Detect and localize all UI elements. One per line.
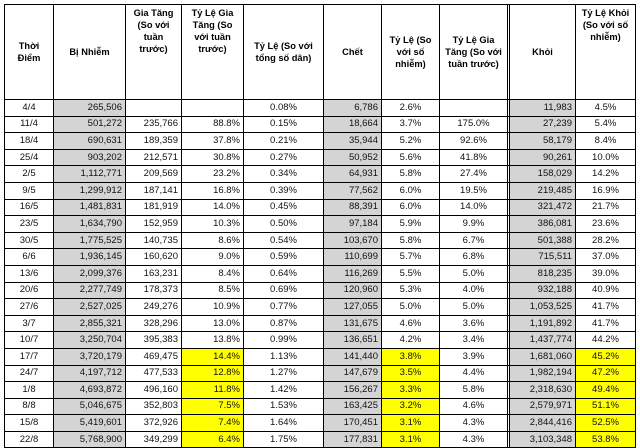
cell-increase[interactable]: 152,959 [126,216,182,233]
cell-increase-rate[interactable]: 14.4% [182,348,244,365]
cell-date[interactable]: 24/7 [5,365,54,382]
cell-date[interactable]: 30/5 [5,232,54,249]
cell-infected[interactable]: 2,527,025 [54,299,126,316]
table-row [5,149,636,166]
cell-date[interactable]: 17/7 [5,348,54,365]
cell-infected[interactable]: 4,693,872 [54,382,126,399]
table-row [5,249,636,266]
cell-date[interactable]: 10/7 [5,332,54,349]
cell-population-rate[interactable]: 0.99% [244,332,324,349]
cell-recovery-rate[interactable]: 10.0% [576,149,636,166]
cell-deaths[interactable]: 88,391 [324,199,382,216]
cell-increase[interactable]: 469,475 [126,348,182,365]
cell-death-increase-rate[interactable]: 14.0% [440,199,508,216]
cell-population-rate[interactable]: 1.13% [244,348,324,365]
cell-infected[interactable]: 4,197,712 [54,365,126,382]
cell-increase[interactable]: 163,231 [126,265,182,282]
cell-death-rate[interactable]: 6.0% [382,199,440,216]
cell-date[interactable]: 15/8 [5,415,54,432]
cell-recovered[interactable]: 818,235 [510,265,576,282]
cell-deaths[interactable]: 50,952 [324,149,382,166]
header-death-rate[interactable]: Tỷ Lệ (So với số nhiễm) [382,5,440,100]
cell-recovery-rate[interactable]: 14.2% [576,166,636,183]
cell-date[interactable]: 16/5 [5,199,54,216]
cell-population-rate[interactable]: 1.27% [244,365,324,382]
cell-population-rate[interactable]: 0.54% [244,232,324,249]
cell-population-rate[interactable]: 0.64% [244,265,324,282]
cell-death-rate[interactable]: 5.6% [382,149,440,166]
cell-date[interactable]: 11/4 [5,116,54,133]
cell-recovered[interactable]: 3,103,348 [510,431,576,448]
cell-deaths[interactable]: 97,184 [324,216,382,233]
cell-increase[interactable]: 352,803 [126,398,182,415]
cell-increase-rate[interactable]: 6.4% [182,431,244,448]
cell-recovered[interactable]: 1,053,525 [510,299,576,316]
cell-recovered[interactable]: 321,472 [510,199,576,216]
cell-population-rate[interactable]: 0.27% [244,149,324,166]
table-row [5,199,636,216]
cell-death-increase-rate[interactable]: 5.8% [440,382,508,399]
header-recovered[interactable]: Khỏi [510,5,576,100]
cell-deaths[interactable]: 170,451 [324,415,382,432]
header-infected[interactable]: Bị Nhiễm [54,5,126,100]
cell-death-rate[interactable]: 3.5% [382,365,440,382]
cell-death-increase-rate[interactable]: 41.8% [440,149,508,166]
cell-death-increase-rate[interactable]: 4.3% [440,431,508,448]
header-recovery-rate[interactable]: Tỷ Lệ Khỏi (So với số nhiễm) [576,5,636,100]
cell-recovery-rate[interactable]: 23.6% [576,216,636,233]
cell-infected[interactable]: 501,272 [54,116,126,133]
cell-recovered[interactable]: 158,029 [510,166,576,183]
table-row [5,282,636,299]
cell-population-rate[interactable]: 1.64% [244,415,324,432]
cell-increase[interactable]: 160,620 [126,249,182,266]
cell-recovery-rate[interactable]: 45.2% [576,348,636,365]
cell-recovered[interactable]: 1,191,892 [510,315,576,332]
cell-date[interactable]: 6/6 [5,249,54,266]
cell-recovery-rate[interactable]: 5.4% [576,116,636,133]
cell-increase[interactable]: 187,141 [126,182,182,199]
cell-date[interactable]: 27/6 [5,299,54,316]
table-row [5,216,636,233]
cell-death-rate[interactable]: 5.8% [382,232,440,249]
cell-increase-rate[interactable]: 14.0% [182,199,244,216]
cell-infected[interactable]: 3,720,179 [54,348,126,365]
cell-increase[interactable]: 181,919 [126,199,182,216]
cell-infected[interactable]: 690,631 [54,133,126,150]
cell-infected[interactable]: 2,855,321 [54,315,126,332]
cell-deaths[interactable]: 77,562 [324,182,382,199]
cell-increase[interactable]: 212,571 [126,149,182,166]
cell-recovered[interactable]: 501,388 [510,232,576,249]
cell-death-rate[interactable]: 3.8% [382,348,440,365]
cell-death-rate[interactable]: 3.1% [382,431,440,448]
table-row [5,265,636,282]
cell-population-rate[interactable]: 0.08% [244,100,324,117]
cell-increase[interactable]: 477,533 [126,365,182,382]
cell-deaths[interactable]: 120,960 [324,282,382,299]
table-row [5,133,636,150]
cell-deaths[interactable]: 18,664 [324,116,382,133]
cell-increase[interactable]: 372,926 [126,415,182,432]
cell-deaths[interactable]: 131,675 [324,315,382,332]
cell-death-rate[interactable]: 3.7% [382,116,440,133]
cell-death-increase-rate[interactable]: 6.8% [440,249,508,266]
cell-population-rate[interactable]: 0.45% [244,199,324,216]
cell-recovery-rate[interactable]: 21.7% [576,199,636,216]
cell-death-increase-rate[interactable]: 3.6% [440,315,508,332]
cell-infected[interactable]: 2,277,749 [54,282,126,299]
cell-death-increase-rate[interactable]: 92.6% [440,133,508,150]
cell-increase-rate[interactable]: 7.5% [182,398,244,415]
cell-increase-rate[interactable]: 88.8% [182,116,244,133]
covid-stats-table [4,4,636,448]
cell-death-increase-rate[interactable]: 3.4% [440,332,508,349]
cell-recovery-rate[interactable]: 40.9% [576,282,636,299]
cell-increase-rate[interactable]: 30.8% [182,149,244,166]
cell-death-increase-rate[interactable]: 4.4% [440,365,508,382]
cell-recovered[interactable]: 1,681,060 [510,348,576,365]
cell-date[interactable]: 8/8 [5,398,54,415]
cell-death-increase-rate[interactable]: 9.9% [440,216,508,233]
cell-recovery-rate[interactable]: 53.8% [576,431,636,448]
cell-deaths[interactable]: 147,679 [324,365,382,382]
covid-stats-sheet [4,4,635,444]
table-row [5,182,636,199]
cell-infected[interactable]: 1,775,525 [54,232,126,249]
cell-date[interactable]: 1/8 [5,382,54,399]
cell-deaths[interactable]: 103,670 [324,232,382,249]
cell-date[interactable]: 4/4 [5,100,54,117]
cell-infected[interactable]: 265,506 [54,100,126,117]
cell-increase[interactable]: 395,383 [126,332,182,349]
header-deaths[interactable]: Chết [324,5,382,100]
table-row [5,299,636,316]
table-row [5,315,636,332]
cell-increase[interactable]: 209,569 [126,166,182,183]
cell-increase[interactable]: 178,373 [126,282,182,299]
cell-increase[interactable]: 249,276 [126,299,182,316]
cell-population-rate[interactable]: 1.75% [244,431,324,448]
cell-increase[interactable]: 328,296 [126,315,182,332]
cell-deaths[interactable]: 177,831 [324,431,382,448]
cell-recovered[interactable]: 2,844,416 [510,415,576,432]
cell-death-rate[interactable]: 2.6% [382,100,440,117]
table-row [5,332,636,349]
cell-date[interactable]: 22/8 [5,431,54,448]
cell-deaths[interactable]: 116,269 [324,265,382,282]
cell-deaths[interactable]: 141,440 [324,348,382,365]
cell-date[interactable]: 25/4 [5,149,54,166]
table-row [5,382,636,399]
cell-death-increase-rate[interactable]: 4.6% [440,398,508,415]
cell-recovery-rate[interactable]: 47.2% [576,365,636,382]
cell-increase[interactable]: 349,299 [126,431,182,448]
cell-increase-rate[interactable]: 13.0% [182,315,244,332]
cell-population-rate[interactable]: 0.59% [244,249,324,266]
cell-recovery-rate[interactable]: 49.4% [576,382,636,399]
cell-population-rate[interactable]: 0.39% [244,182,324,199]
cell-population-rate[interactable]: 1.53% [244,398,324,415]
cell-recovered[interactable]: 90,261 [510,149,576,166]
cell-increase-rate[interactable]: 11.8% [182,382,244,399]
cell-population-rate[interactable]: 0.69% [244,282,324,299]
cell-recovered[interactable]: 11,983 [510,100,576,117]
cell-death-increase-rate[interactable]: 19.5% [440,182,508,199]
table-row [5,232,636,249]
cell-increase[interactable] [126,100,182,117]
cell-recovery-rate[interactable]: 28.2% [576,232,636,249]
cell-death-increase-rate[interactable]: 27.4% [440,166,508,183]
cell-recovered[interactable]: 1,437,774 [510,332,576,349]
cell-death-increase-rate[interactable]: 4.3% [440,415,508,432]
cell-infected[interactable]: 1,634,790 [54,216,126,233]
cell-recovery-rate[interactable]: 51.1% [576,398,636,415]
cell-recovered[interactable]: 27,239 [510,116,576,133]
table-row [5,166,636,183]
cell-deaths[interactable]: 136,651 [324,332,382,349]
cell-death-rate[interactable]: 3.2% [382,398,440,415]
cell-recovery-rate[interactable]: 8.4% [576,133,636,150]
cell-population-rate[interactable]: 0.87% [244,315,324,332]
cell-recovery-rate[interactable]: 16.9% [576,182,636,199]
cell-death-increase-rate[interactable]: 175.0% [440,116,508,133]
cell-infected[interactable]: 3,250,704 [54,332,126,349]
cell-deaths[interactable]: 110,699 [324,249,382,266]
cell-death-rate[interactable]: 5.5% [382,265,440,282]
cell-death-increase-rate[interactable]: 5.0% [440,265,508,282]
cell-recovered[interactable]: 932,188 [510,282,576,299]
cell-recovered[interactable]: 715,511 [510,249,576,266]
cell-increase-rate[interactable]: 12.8% [182,365,244,382]
header-death-increase-rate[interactable]: Tỷ Lệ Gia Tăng (So với tuần trước) [440,5,508,100]
cell-infected[interactable]: 1,936,145 [54,249,126,266]
cell-population-rate[interactable]: 0.34% [244,166,324,183]
cell-infected[interactable]: 903,202 [54,149,126,166]
cell-population-rate[interactable]: 1.42% [244,382,324,399]
cell-increase-rate[interactable]: 13.8% [182,332,244,349]
header-increase[interactable]: Gia Tăng (So với tuần trước) [126,5,182,100]
table-row [5,365,636,382]
cell-recovered[interactable]: 58,179 [510,133,576,150]
cell-increase-rate[interactable]: 8.5% [182,282,244,299]
cell-death-rate[interactable]: 5.8% [382,166,440,183]
cell-increase-rate[interactable]: 37.8% [182,133,244,150]
cell-recovery-rate[interactable]: 39.0% [576,265,636,282]
cell-infected[interactable]: 5,046,675 [54,398,126,415]
cell-increase-rate[interactable]: 10.3% [182,216,244,233]
cell-death-rate[interactable]: 5.0% [382,299,440,316]
cell-recovery-rate[interactable]: 4.5% [576,100,636,117]
cell-deaths[interactable]: 64,931 [324,166,382,183]
header-population-rate[interactable]: Tỷ Lệ (So với tổng số dân) [244,5,324,100]
cell-death-rate[interactable]: 4.6% [382,315,440,332]
cell-increase-rate[interactable] [182,100,244,117]
cell-death-rate[interactable]: 5.3% [382,282,440,299]
cell-recovered[interactable]: 1,982,194 [510,365,576,382]
cell-recovery-rate[interactable]: 41.7% [576,299,636,316]
cell-increase-rate[interactable]: 8.4% [182,265,244,282]
cell-date[interactable]: 3/7 [5,315,54,332]
cell-deaths[interactable]: 35,944 [324,133,382,150]
cell-death-increase-rate[interactable] [440,100,508,117]
cell-population-rate[interactable]: 0.21% [244,133,324,150]
cell-death-increase-rate[interactable]: 6.7% [440,232,508,249]
cell-deaths[interactable]: 163,425 [324,398,382,415]
cell-recovered[interactable]: 2,579,971 [510,398,576,415]
cell-death-rate[interactable]: 4.2% [382,332,440,349]
cell-death-rate[interactable]: 5.2% [382,133,440,150]
table-row [5,415,636,432]
header-increase-rate[interactable]: Tỷ Lệ Gia Tăng (So với tuần trước) [182,5,244,100]
table-row [5,348,636,365]
cell-date[interactable]: 20/6 [5,282,54,299]
cell-infected[interactable]: 5,419,601 [54,415,126,432]
cell-infected[interactable]: 5,768,900 [54,431,126,448]
cell-recovery-rate[interactable]: 41.7% [576,315,636,332]
cell-increase[interactable]: 189,359 [126,133,182,150]
table-row [5,100,636,117]
cell-recovery-rate[interactable]: 37.0% [576,249,636,266]
header-row [5,5,636,100]
header-date[interactable]: Thời Điểm [5,5,54,100]
cell-date[interactable]: 9/5 [5,182,54,199]
cell-population-rate[interactable]: 0.15% [244,116,324,133]
cell-recovery-rate[interactable]: 44.2% [576,332,636,349]
cell-population-rate[interactable]: 0.77% [244,299,324,316]
cell-recovered[interactable]: 219,485 [510,182,576,199]
cell-increase-rate[interactable]: 16.8% [182,182,244,199]
cell-deaths[interactable]: 156,267 [324,382,382,399]
table-row [5,431,636,448]
table-body [5,100,636,448]
table-row [5,116,636,133]
cell-date[interactable]: 13/6 [5,265,54,282]
cell-infected[interactable]: 2,099,376 [54,265,126,282]
cell-increase[interactable]: 496,160 [126,382,182,399]
cell-increase[interactable]: 235,766 [126,116,182,133]
table-row [5,398,636,415]
cell-infected[interactable]: 1,299,912 [54,182,126,199]
cell-recovered[interactable]: 2,318,630 [510,382,576,399]
cell-date[interactable]: 23/5 [5,216,54,233]
cell-death-rate[interactable]: 6.0% [382,182,440,199]
cell-deaths[interactable]: 127,055 [324,299,382,316]
cell-increase-rate[interactable]: 8.6% [182,232,244,249]
cell-date[interactable]: 18/4 [5,133,54,150]
cell-increase-rate[interactable]: 9.0% [182,249,244,266]
cell-date[interactable]: 2/5 [5,166,54,183]
cell-recovery-rate[interactable]: 52.5% [576,415,636,432]
cell-population-rate[interactable]: 0.50% [244,216,324,233]
cell-increase-rate[interactable]: 10.9% [182,299,244,316]
cell-increase-rate[interactable]: 7.4% [182,415,244,432]
cell-recovered[interactable]: 386,081 [510,216,576,233]
cell-death-increase-rate[interactable]: 5.0% [440,299,508,316]
cell-death-rate[interactable]: 3.3% [382,382,440,399]
cell-death-increase-rate[interactable]: 4.0% [440,282,508,299]
cell-increase-rate[interactable]: 23.2% [182,166,244,183]
cell-death-rate[interactable]: 5.7% [382,249,440,266]
cell-increase[interactable]: 140,735 [126,232,182,249]
cell-death-rate[interactable]: 3.1% [382,415,440,432]
cell-death-increase-rate[interactable]: 3.9% [440,348,508,365]
cell-deaths[interactable]: 6,786 [324,100,382,117]
cell-death-rate[interactable]: 5.9% [382,216,440,233]
cell-infected[interactable]: 1,481,831 [54,199,126,216]
cell-infected[interactable]: 1,112,771 [54,166,126,183]
